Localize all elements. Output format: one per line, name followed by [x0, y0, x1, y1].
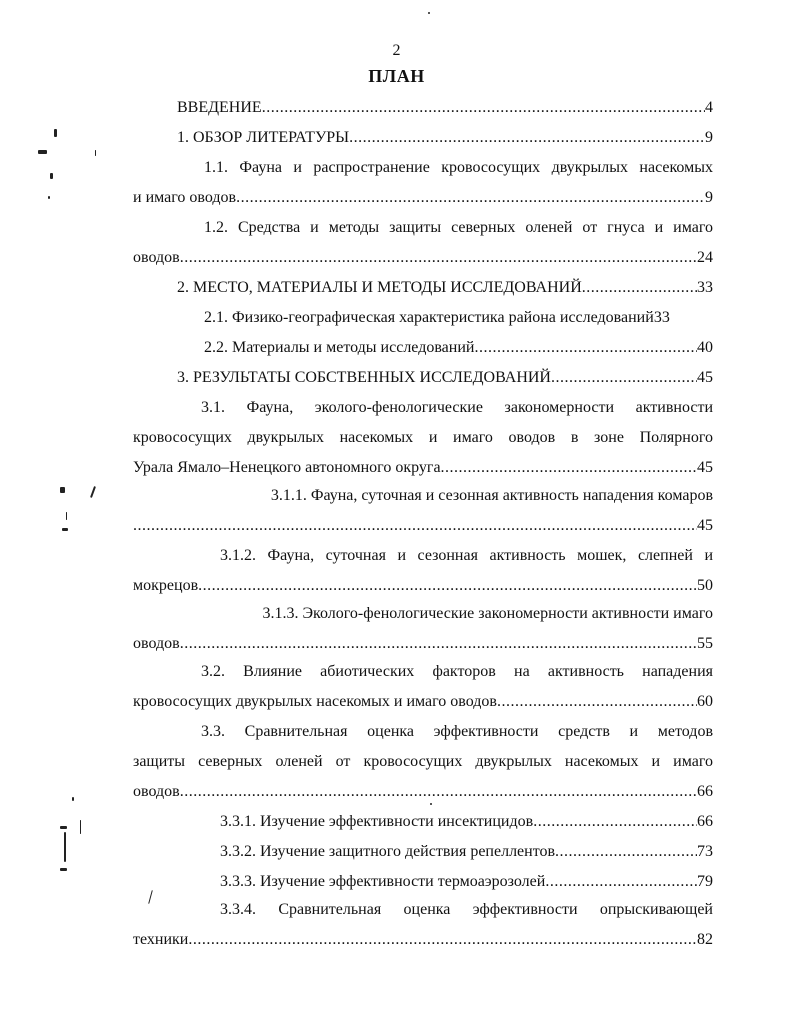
toc-page-number: 45	[697, 459, 713, 476]
toc-page-number: 33	[653, 309, 670, 326]
toc-entry-title: 1. ОБЗОР ЛИТЕРАТУРЫ	[177, 129, 350, 146]
toc-entry-1-1-line1: 1.1. Фауна и распространение кровососущих двукрылых насекомых	[204, 159, 713, 176]
dot-leader	[180, 780, 697, 804]
toc-page-number: 50	[697, 577, 713, 594]
toc-entry-title: и имаго оводов	[133, 189, 237, 206]
page-title: ПЛАН	[368, 66, 425, 86]
dot-leader	[180, 246, 697, 270]
toc-page-number: 45	[697, 369, 713, 386]
toc-page-number: 82	[697, 931, 713, 948]
toc-entry-3-1-1-line2	[133, 514, 713, 538]
toc-page-number: 33	[697, 279, 713, 296]
dot-leader	[262, 96, 705, 120]
dot-leader	[533, 810, 697, 834]
toc-entry-1-2-line1: 1.2. Средства и методы защиты северных оленей от гнуса и имаго	[204, 219, 713, 236]
toc-page-number: 66	[697, 813, 713, 830]
toc-entry-title: 2.2. Материалы и методы исследований	[204, 339, 475, 356]
toc-entry-3-2-line1: 3.2. Влияние абиотических факторов на активность нападения	[201, 663, 713, 680]
toc-entry-title: 2. МЕСТО, МАТЕРИАЛЫ И МЕТОДЫ ИССЛЕДОВАНИЙ	[177, 279, 582, 296]
toc-entry-3-3-line2: защиты северных оленей от кровососущих двукрылых насекомых и имаго	[133, 753, 713, 770]
dot-leader	[474, 336, 697, 360]
toc-entry-3-1-3-line1: 3.1.3. Эколого-фенологические закономерности активности имаго	[262, 605, 713, 622]
toc-page-number: 9	[705, 189, 713, 206]
toc-entry-3-1-line3	[133, 456, 713, 480]
toc-entry-3-1-1-line1: 3.1.1. Фауна, суточная и сезонная активность нападения комаров	[270, 487, 713, 504]
toc-entry-2-1	[204, 306, 713, 330]
toc-page-number: 55	[697, 635, 713, 652]
toc-entry-title: оводов	[133, 635, 180, 652]
dot-leader	[180, 632, 697, 656]
dot-leader	[555, 840, 697, 864]
toc-entry-3-3-4-line1: 3.3.4. Сравнительная оценка эффективности опрыскивающей	[220, 901, 713, 918]
toc-page-number: 79	[697, 873, 713, 890]
toc-entry-chapter-1	[177, 126, 713, 150]
toc-entry-3-3-1	[220, 810, 713, 834]
toc-entry-intro	[177, 96, 713, 120]
toc-entry-title: кровососущих двукрылых насекомых и имаго оводов	[133, 693, 497, 710]
toc-entry-1-2-line2	[133, 246, 713, 270]
toc-entry-3-1-line1: 3.1. Фауна, эколого-фенологические закономерности активности	[201, 399, 713, 416]
toc-page-number: 45	[697, 517, 713, 534]
toc-entry-3-1-3-line2	[133, 632, 713, 656]
page-number: 2	[392, 42, 401, 59]
toc-entry-chapter-2	[177, 276, 713, 300]
toc-entry-chapter-3	[177, 366, 713, 390]
toc-entry-title: 3.3.2. Изучение защитного действия репеллентов	[220, 843, 556, 860]
toc-page-number: 66	[697, 783, 713, 800]
toc-entry-title: ВВЕДЕНИЕ	[177, 99, 262, 116]
toc-entry-3-2-line2	[133, 690, 713, 714]
toc-entry-title: 3.3.3. Изучение эффективности термоаэрозолей	[220, 873, 546, 890]
toc-entry-3-1-2-line2	[133, 574, 713, 598]
dot-leader	[198, 574, 697, 598]
toc-entry-3-3-4-line2	[133, 928, 713, 952]
toc-entry-title: оводов	[133, 783, 180, 800]
dot-leader	[188, 928, 697, 952]
toc-entry-title: 2.1. Физико-географическая характеристика района исследований	[204, 309, 654, 326]
toc-page-number: 24	[697, 249, 713, 266]
toc-page-number: 73	[697, 843, 713, 860]
toc-entry-3-1-line2: кровососущих двукрылых насекомых и имаго оводов в зоне Полярного	[133, 429, 713, 446]
toc-page-number: 60	[697, 693, 713, 710]
dot-leader	[236, 186, 705, 210]
dot-leader	[349, 126, 705, 150]
dot-leader	[545, 870, 697, 894]
dot-leader	[551, 366, 697, 390]
toc-entry-title: техники	[133, 931, 189, 948]
toc-entry-3-3-2	[220, 840, 713, 864]
toc-entry-1-1-line2	[133, 186, 713, 210]
toc-entry-2-2	[204, 336, 713, 360]
dot-leader	[497, 690, 697, 714]
toc-entry-3-3-line1: 3.3. Сравнительная оценка эффективности средств и методов	[201, 723, 713, 740]
dot-leader	[582, 276, 697, 300]
toc-entry-title: мокрецов	[133, 577, 199, 594]
toc-entry-title: 3.3.1. Изучение эффективности инсектицидов	[220, 813, 534, 830]
toc-entry-3-3-3	[220, 870, 713, 894]
toc-entry-title: оводов	[133, 249, 180, 266]
toc-entry-3-1-2-line1: 3.1.2. Фауна, суточная и сезонная активность мошек, слепней и	[220, 547, 713, 564]
dot-leader	[441, 456, 697, 480]
toc-page-number: 9	[705, 129, 713, 146]
toc-page-number: 4	[705, 99, 713, 116]
toc-entry-3-3-line3	[133, 780, 713, 804]
toc-entry-title: 3. РЕЗУЛЬТАТЫ СОБСТВЕННЫХ ИССЛЕДОВАНИЙ	[177, 369, 551, 386]
toc-page-number: 40	[697, 339, 713, 356]
dot-leader	[133, 514, 697, 538]
toc-entry-title: Урала Ямало–Ненецкого автономного округа	[133, 459, 441, 476]
